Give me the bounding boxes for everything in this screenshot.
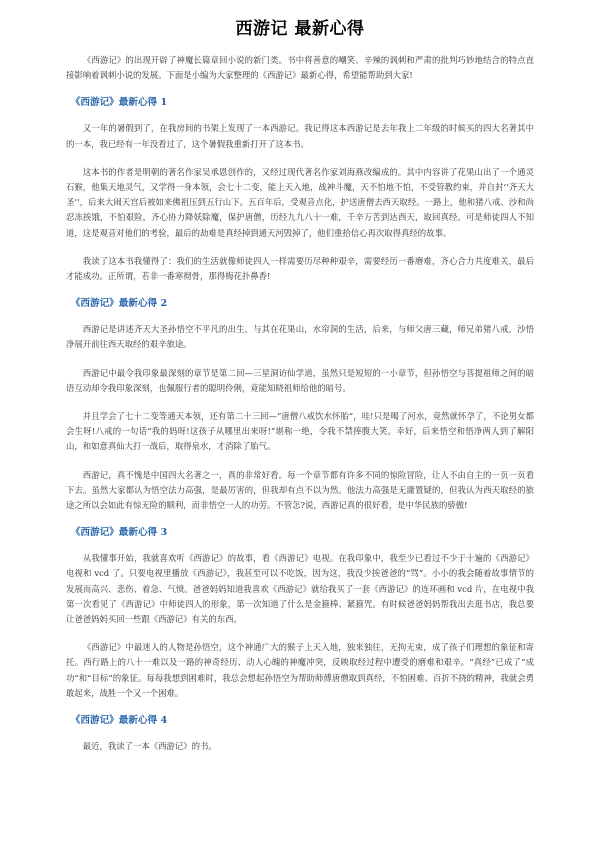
section-4 [66, 714, 534, 754]
paragraph: 这本书的作者是明朝的著名作家吴承恩创作的，又经过现代著名作家刘海燕改编成的。其中内容讲了花果山出了一个通灵石猴，他集天地灵气，又学得一身本领，会七十二变，能上天入地，战神斗魔，天不怕地不怕，不受管教约束，并自封‘‘齐天大圣’’，后来大闹天宫后被如来佛祖压到五行山下。五百年后，受观音点化，护送唐僧去西天取经。一路上，他和猪八戒、沙和尚忍冻挨饿，不怕艰险，齐心协力降妖除魔，保护唐僧，历经九九八十一难，千辛万苦到达西天，取回真经。可是师徒四人不知道，这是观音对他们的考验，最后的劫难是真经掉到通天河毁掉了，他们重拾信心再次取得真经的故事。 [66, 166, 534, 238]
paragraph: 我读了这本书我懂得了：我们的生活就像师徒四人一样需要历尽种种艰辛，需要经历一番磨难，齐心合力共度难关，最后才能成功。正所谓，若非一番寒彻骨，那得梅花扑鼻香! [66, 255, 534, 282]
section-heading: 《西游记》最新心得 3 [70, 527, 168, 539]
section-heading: 《西游记》最新心得 2 [70, 298, 168, 310]
paragraph: 西游记，真不愧是中国四大名著之一，真的非常好看。每一个章节都有许多不同的惊险冒险，让人不由自主的一页一页看下去。虽然大家都认为悟空法力高强，是最厉害的，但我却有点不以为然。他法力高强是无庸置疑的，但我认为西天取经的旅途之所以会如此有惊无险的顺利，而非悟空一人的功劳。不管怎?说，西游记真的很好看，是中华民族的骄傲! [66, 469, 534, 511]
paragraph: 西游记是讲述齐天大圣孙悟空不平凡的出生，与其在花果山，水帘洞的生活，后来，与师父唐三藏，师兄弟猪八戒，沙悟净展开前往西天取经的艰辛旅途。 [66, 324, 534, 350]
page-title: 西游记 最新心得 [235, 19, 365, 39]
paragraph: 从我懂事开始，我就喜欢听《西游记》的故事，看《西游记》电视。在我印象中，我至少已看过不少于十遍的《西游记》电视和 vcd 了。只要电视里播放《西游记》，我甚至可以不吃饭，因为这，我没少挨爸爸的“骂”。小小的我会随着故事情节的发展而高兴、悲伤、着急、气愤。爸爸妈妈知道我喜欢《西游记》就给我买了一套《西游记》的连环画和 vcd 片，在电视中我第一次看见了《西游记》中师徒四人的形象，第一次知道了什么是金箍棒、紧箍咒。有时候爸爸妈妈帮我出去逛书店，我总要让爸爸妈妈买回一些跟《西游记》有关的东西。 [66, 553, 534, 625]
paragraph: 西游记中最令我印象最深刻的章节是第二回—三星洞访仙学道，虽然只是短短的一小章节，但孙悟空与菩提祖师之间的暗语互动却令我印象深刻，也佩服行者的聪明伶俐，竟能知晓祖师给他的暗号。 [66, 367, 534, 393]
section-3 [66, 526, 534, 701]
paragraph: 最近，我读了一本《西游记》的书。 [82, 741, 217, 752]
section-1 [66, 96, 534, 284]
section-2 [66, 297, 534, 513]
paragraph: 《西游记》中最迷人的人物是孙悟空，这个神通广大的猴子上天入地，独来独往，无拘无束，成了孩子们理想的象征和寄托。西行路上的八十一难以及一路的神奇经历、动人心魄的神魔冲突，反映取经过程中遭受的磨难和艰辛。“真经”已成了“成功”和“目标”的象征。每每我想到困难时，我总会想起孙悟空为帮助师傅唐僧取到真经，不怕困难、百折不挠的精神，我就会勇敢起来，战胜一个又一个困难。 [66, 642, 534, 698]
intro-paragraph: 《西游记》的出现开辟了神魔长篇章回小说的新门类。书中将善意的嘲笑、辛辣的讽刺和严肃的批判巧妙地结合的特点直接影响着讽刺小说的发展。下面是小编为大家整理的《西游记》最新心得，希望能帮助到大家! [66, 55, 534, 81]
paragraph: 又一年的暑假到了，在我房间的书架上发现了一本西游记。我记得这本西游记是去年我上二年级的时候买的四大名著其中的一本，我已经有一年没看过了，这个暑假我重新打开了这本书。 [66, 123, 534, 149]
section-heading: 《西游记》最新心得 4 [70, 715, 168, 727]
paragraph: 并且学会了七十二变等通天本领，还有第二十三回—“唐僧八戒饮水怀胎”，哇!只是喝了河水，竟然就怀孕了，不论男女都会生呀!八戒的一句话“我的妈呀!这孩子从哪里出来呀!”堪称一绝，令我不禁捧腹大笑。幸好，后来悟空和悟净两人到了解阳山，和如意真仙大打一战后，取得泉水，才消除了胎气。 [66, 411, 534, 452]
section-heading: 《西游记》最新心得 1 [70, 97, 168, 109]
